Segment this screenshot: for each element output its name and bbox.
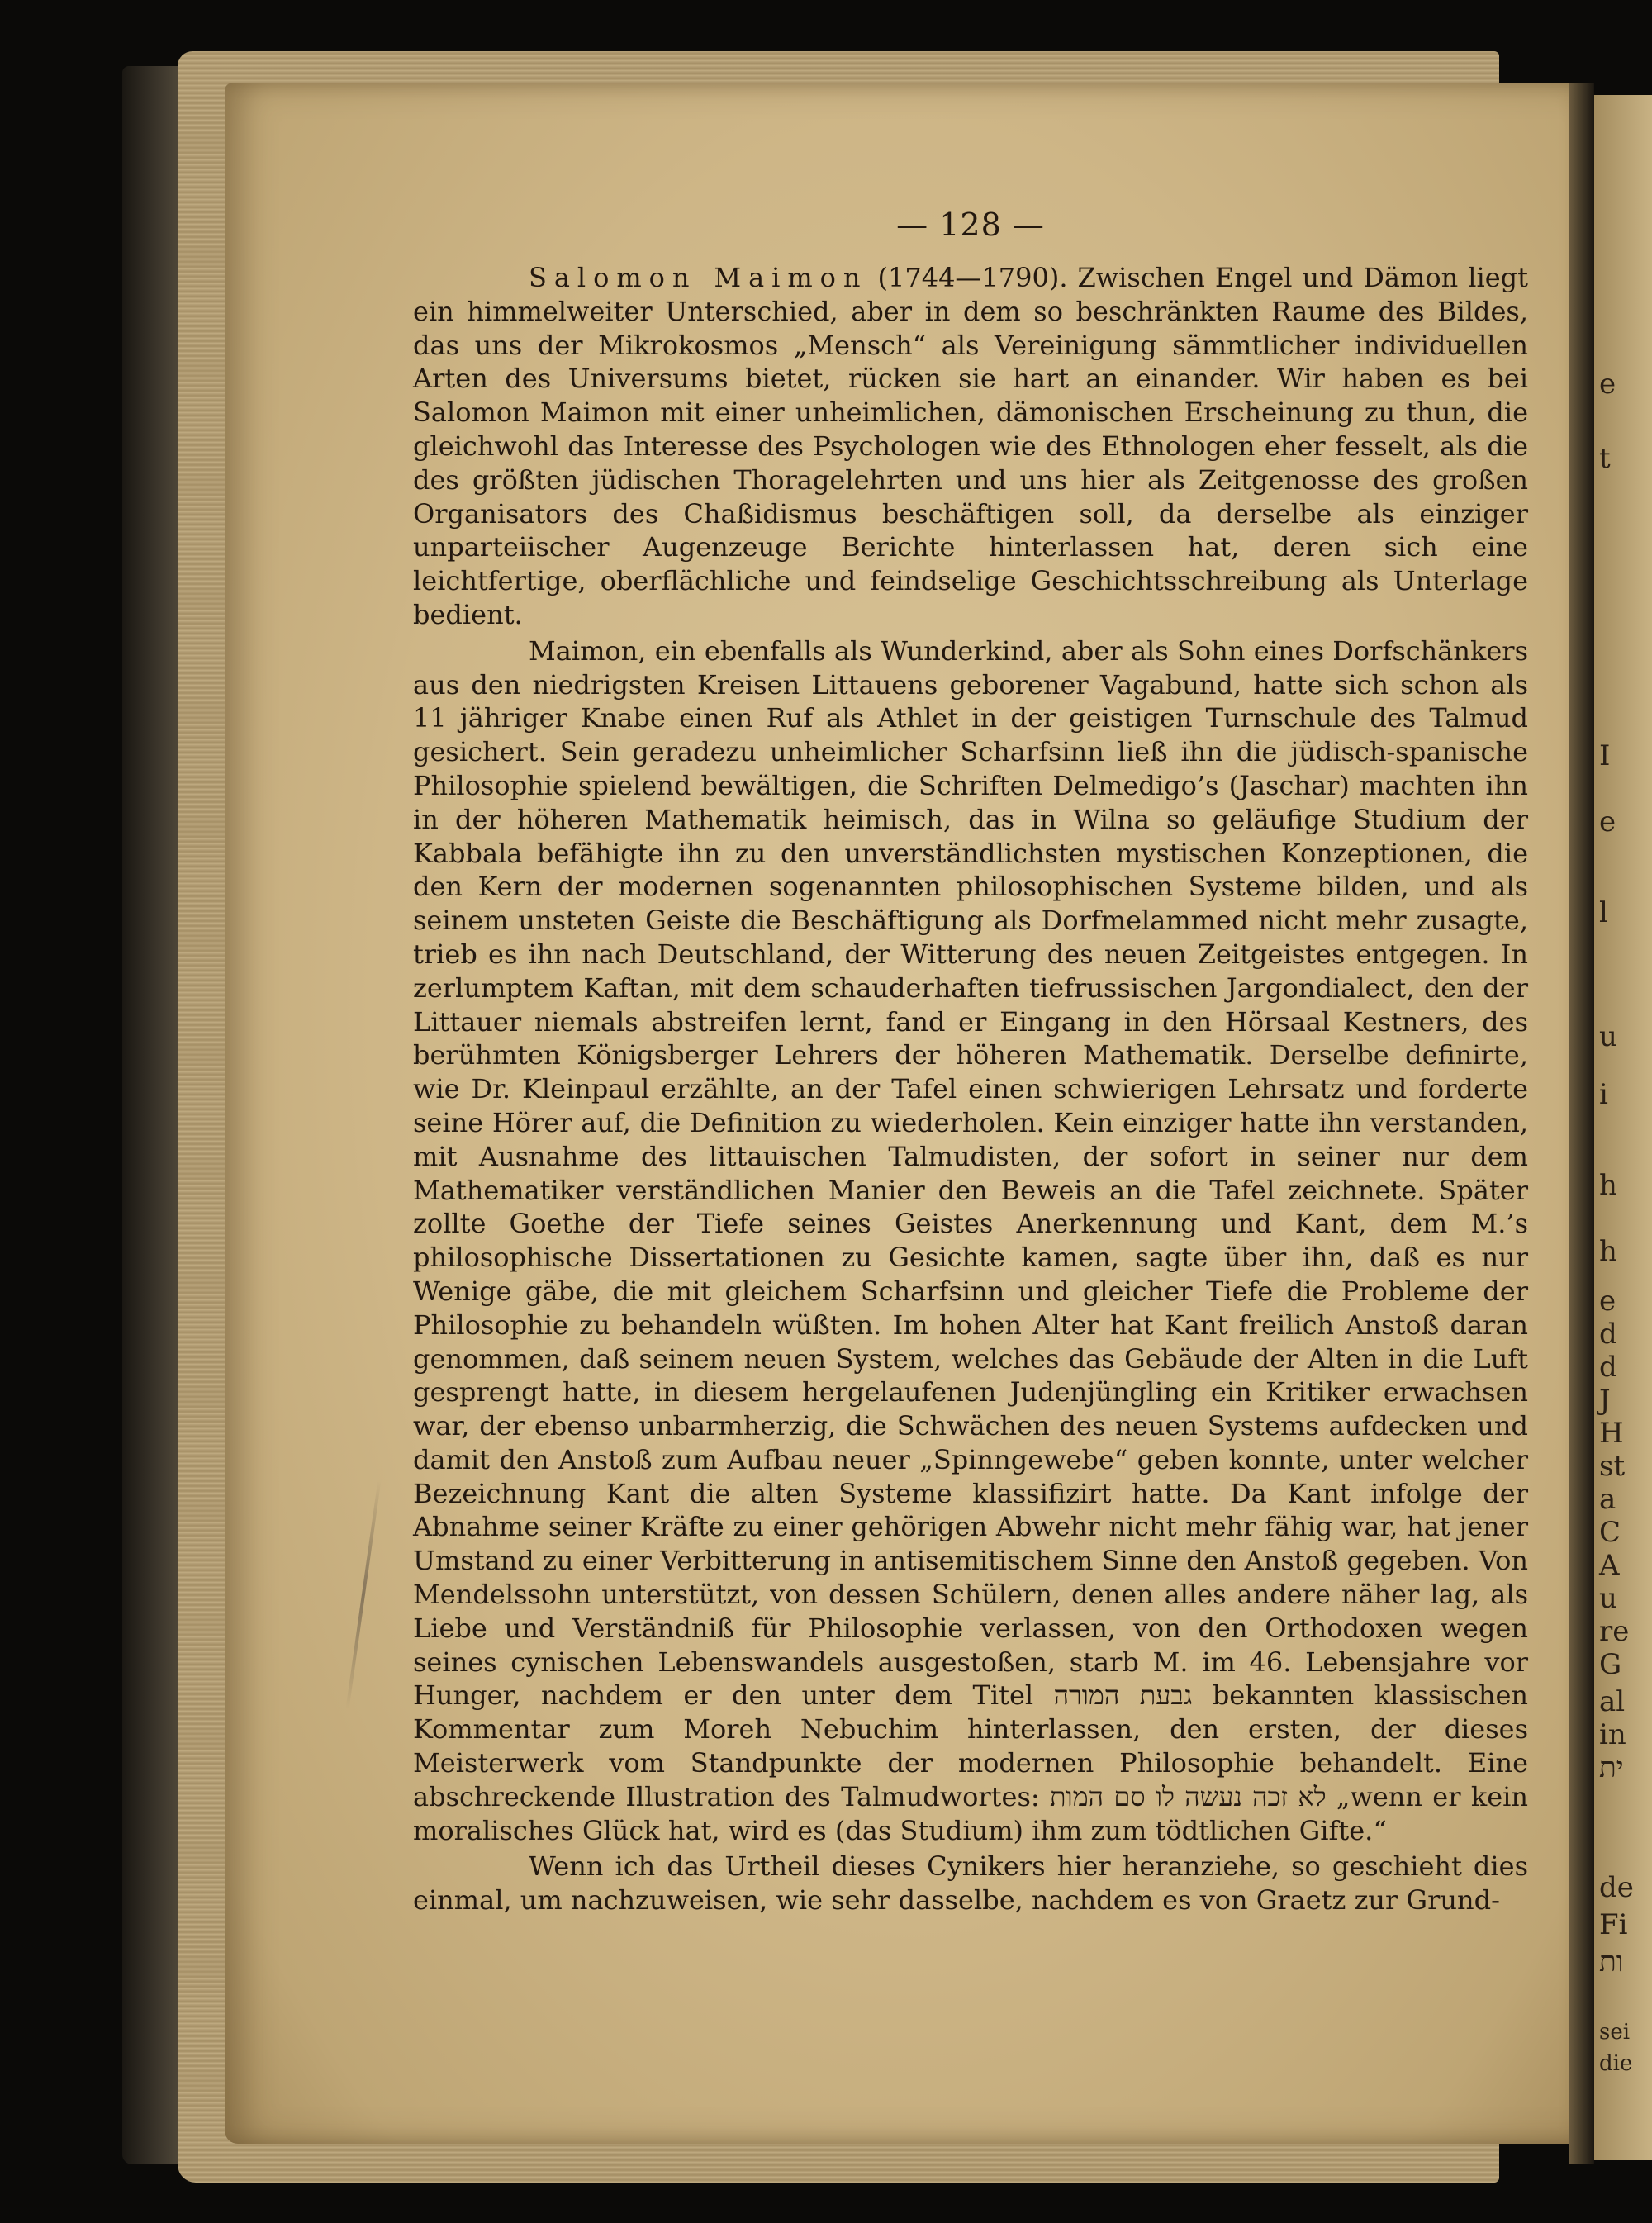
facing-page-fragment: h (1599, 1235, 1617, 1268)
page-number: — 128 — (896, 207, 1045, 243)
facing-page-fragment: u (1599, 1020, 1617, 1053)
facing-page-fragment: u (1599, 1582, 1617, 1615)
facing-page-fragment: l (1599, 896, 1608, 929)
facing-page-fragment: H (1599, 1417, 1624, 1450)
facing-page-fragment: al (1599, 1685, 1626, 1718)
facing-page-fragment: in (1599, 1718, 1626, 1751)
facing-page-fragment: sei (1599, 2020, 1631, 2045)
facing-page-fragment: G (1599, 1648, 1622, 1681)
paragraph-1-text: (1744—1790). Zwischen Engel und Dämon liegt ein himmelweiter Unterschied, aber in dem so beschränkten Raume des Bildes, das uns der Mikrokosmos „Mensch“ als Vereinigung sämmtlicher individuellen Arten des Universums bietet, rücken sie hart an einander. Wir haben es bei Salomon Maimon mit einer unheimlichen, dämonischen Erscheinung zu thun, die gleichwohl das Interesse des Psychologen wie des Ethnologen eher fesselt, als die des größten jüdischen Thoragelehrten und uns hier als Zeitgenosse des großen Organisators des Chaßidismus beschäftigen soll, da derselbe als einziger unparteiischer Augenzeuge Berichte hinterlassen hat, deren sich eine leichtfertige, oberflächliche und feindselige Geschichtsschreibung als Unterlage bedient. (413, 262, 1528, 630)
facing-page-fragment: de (1599, 1871, 1634, 1904)
facing-page-fragment: C (1599, 1516, 1621, 1549)
facing-page-fragment: re (1599, 1615, 1630, 1648)
facing-page-fragment: i (1599, 1078, 1608, 1111)
facing-page-fragment: ית (1599, 1751, 1624, 1784)
facing-page-fragment: t (1599, 442, 1611, 475)
paragraph-3: Wenn ich das Urtheil dieses Cynikers hier heranziehe, so geschieht dies einmal, um nachzuweisen, wie sehr dasselbe, nachdem es von Graetz zur Grund- (413, 1850, 1528, 1917)
facing-page-fragment: a (1599, 1483, 1616, 1516)
book-gutter (1569, 83, 1594, 2164)
facing-page-fragment: ות (1599, 1945, 1624, 1978)
facing-page-fragment: e (1599, 368, 1616, 401)
facing-page-fragment: st (1599, 1450, 1626, 1483)
facing-page-fragment: I (1599, 739, 1611, 772)
facing-page-fragment: die (1599, 2051, 1633, 2076)
facing-page-fragment: e (1599, 805, 1616, 838)
facing-page-fragment: e (1599, 1285, 1616, 1318)
facing-page-fragment: d (1599, 1318, 1617, 1351)
person-name-heading: Salomon Maimon (529, 262, 868, 293)
facing-page-fragment: Fi (1599, 1908, 1628, 1941)
facing-page-fragment: d (1599, 1351, 1617, 1384)
facing-page-fragment: h (1599, 1169, 1617, 1202)
paragraph-1 (413, 261, 1528, 632)
facing-page-strip (1594, 95, 1652, 2160)
paragraph-2: Maimon, ein ebenfalls als Wunderkind, aber als Sohn eines Dorfschänkers aus den niedrigsten Kreisen Littauens geborener Vagabund, hatte sich schon als 11 jähriger Knabe einen Ruf als Athlet in der geistigen Turnschule des Talmud gesichert. Sein geradezu unheimlicher Scharfsinn ließ ihn die jüdisch-spanische Philosophie spielend bewältigen, die Schriften Delmedigo’s (Jaschar) machten ihn in der höheren Mathematik heimisch, das in Wilna so geläufige Studium der Kabbala befähigte ihn zu den unverständlichsten mystischen Konzeptionen, die den Kern der modernen sogenannten philosophischen Systeme bilden, und als seinem unsteten Geiste die Beschäftigung als Dorfmelammed nicht mehr zusagte, trieb es ihn nach Deutschland, der Witterung des neuen Zeitgeistes entgegen. In zerlumptem Kaftan, mit dem schauderhaften tiefrussischen Jargondialect, den der Littauer niemals abstreifen lernt, fand er Eingang in den Hörsaal Kestners, des berühmten Königsberger Lehrers der höheren Mathematik. Derselbe definirte, wie Dr. Kleinpaul erzählte, an der Tafel einen schwierigen Lehrsatz und forderte seine Hörer auf, die Definition zu wiederholen. Kein einziger hatte ihn verstanden, mit Ausnahme des littauischen Talmudisten, der sofort in seiner nur dem Mathematiker verständlichen Manier den Beweis an die Tafel zeichnete. Später zollte Goethe der Tiefe seines Geistes Anerkennung und Kant, dem M.’s philosophische Dissertationen zu Gesichte kamen, sagte über ihn, daß es nur Wenige gäbe, die mit gleichem Scharfsinn und gleicher Tiefe die Probleme der Philosophie zu behandeln wüßten. Im hohen Alter hat Kant freilich Anstoß daran genommen, daß seinem neuen System, welches das Gebäude der Alten in die Luft gesprengt hatte, in diesem hergelaufenen Judenjüngling ein Kritiker erwachsen war, der ebenso unbarmherzig, die Schwächen des neuen Systems aufdecken und damit den Anstoß zum Aufbau neuer „Spinngewebe“ geben konnte, unter welcher Bezeichnung Kant die alten Systeme klassifizirt hatte. Da Kant infolge der Abnahme seiner Kräfte zu einer gehörigen Abwehr nicht mehr fähig war, hat jener Umstand zu einer Verbitterung in antisemitischem Sinne den Anstoß gegeben. Von Mendelssohn unterstützt, von dessen Schülern, denen alles andere näher lag, als Liebe und Verständniß für Philosophie verlassen, von den Orthodoxen wegen seines cynischen Lebenswandels ausgestoßen, starb M. im 46. Lebensjahre vor Hunger, nachdem er den unter dem Titel גבעת המורה bekannten klassischen Kommentar zum Moreh Nebuchim hinterlassen, den ersten, der dieses Meisterwerk vom Standpunkte der modernen Philosophie behandelt. Eine abschreckende Illustration des Talmudwortes: לא זכה נעשה לו סם המות „wenn er kein moralisches Glück hat, wird es (das Studium) ihm zum tödtlichen Gifte.“ (413, 634, 1529, 1846)
facing-page-fragment: A (1599, 1549, 1620, 1582)
page-text-block (413, 207, 1528, 2065)
facing-page-fragment: J (1599, 1384, 1611, 1417)
